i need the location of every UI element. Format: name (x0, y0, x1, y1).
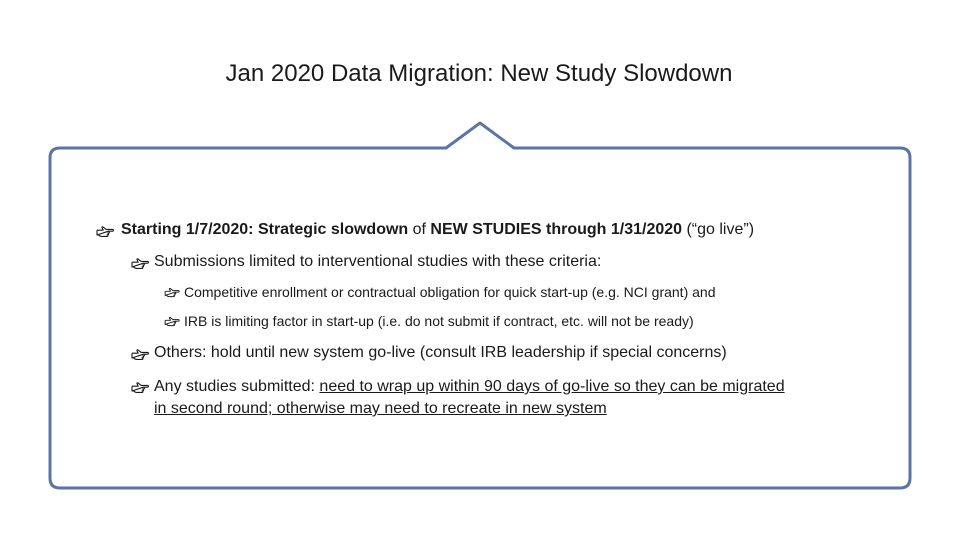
hand-pointing-icon (131, 380, 149, 394)
bullet-starting (96, 221, 754, 239)
bullet-irb (164, 313, 694, 329)
bullet-any-studies-underlined-2: in second round; otherwise may need to recreate in new system (154, 400, 607, 417)
bullet-competitive-text: Competitive enrollment or contractual obligation for quick start-up (e.g. NCI grant) and (184, 284, 716, 300)
bullet-starting-date: Starting 1/7/2020: Strategic slowdown (121, 221, 409, 238)
bullet-any-studies-underlined-1: need to wrap up within 90 days of go-live so they can be migrated (319, 378, 785, 395)
bullet-competitive (164, 284, 715, 300)
bullet-any-studies-lead: Any studies submitted: (154, 378, 320, 395)
bullet-others-text: Others: hold until new system go-live (consult IRB leadership if special concerns) (154, 344, 727, 361)
hand-pointing-icon (164, 286, 180, 298)
bullet-irb-text: IRB is limiting factor in start-up (i.e. do not submit if contract, etc. will not be ready) (184, 313, 694, 329)
hand-pointing-icon (164, 315, 180, 327)
hand-pointing-icon (96, 224, 114, 238)
bullet-starting-go-live: (“go live”) (682, 221, 755, 238)
hand-pointing-icon (131, 347, 149, 361)
bullet-others (131, 344, 727, 362)
bullet-starting-of: of (408, 221, 431, 238)
hand-pointing-icon (131, 256, 149, 270)
bullet-submissions (131, 253, 601, 271)
bullet-starting-new-studies: NEW STUDIES through 1/31/2020 (430, 221, 683, 238)
bullet-any-studies (131, 376, 785, 420)
bullet-submissions-text: Submissions limited to interventional studies with these criteria: (154, 253, 602, 270)
slide-title: Jan 2020 Data Migration: New Study Slowdown (225, 60, 733, 87)
